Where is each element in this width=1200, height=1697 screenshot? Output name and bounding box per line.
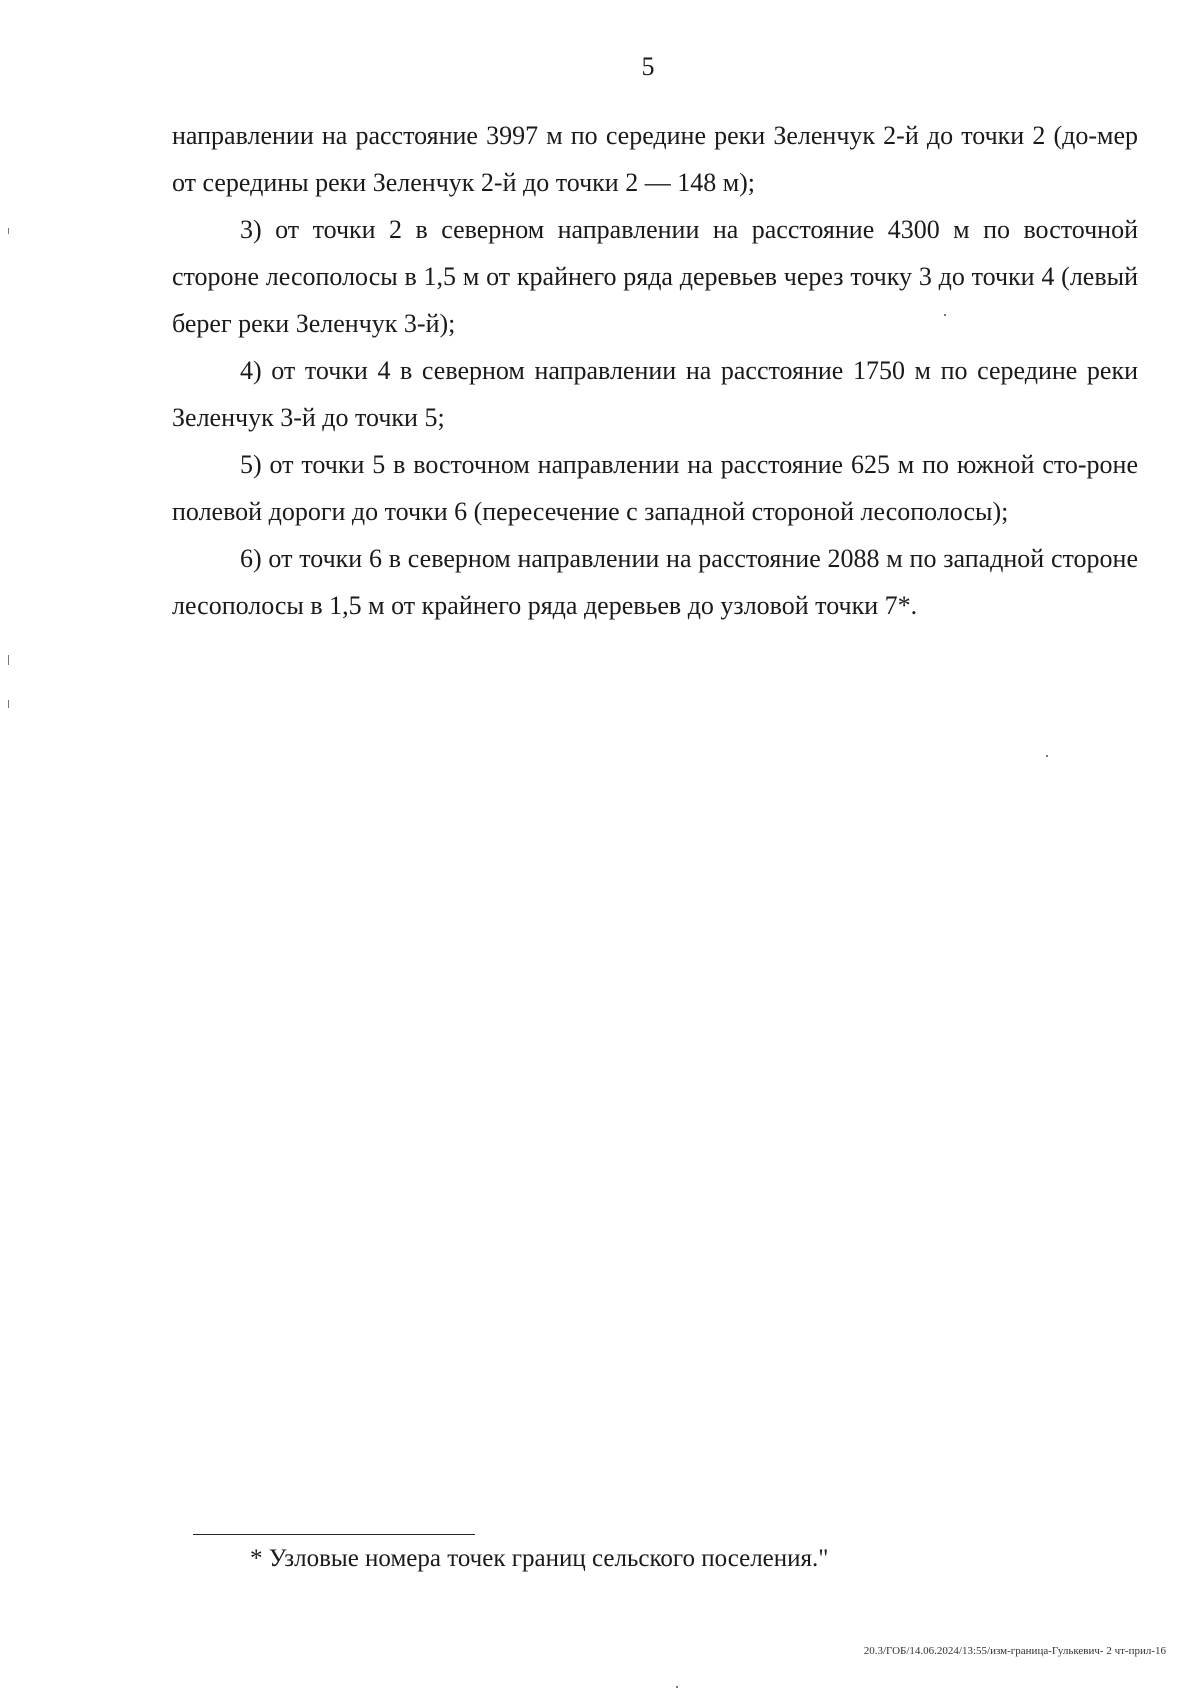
document-stamp: 20.3/ГОБ/14.06.2024/13:55/изм-граница-Гулькевич- 2 чт-прил-16	[863, 1645, 1166, 1657]
document-body	[172, 112, 1138, 629]
scan-speck	[8, 700, 9, 708]
scan-speck	[8, 228, 9, 234]
footnote: * Узловые номера точек границ сельского поселения."	[250, 1545, 829, 1572]
page-number: 5	[641, 52, 655, 81]
scan-speck	[8, 655, 9, 665]
scan-speck	[676, 1686, 678, 1688]
footnote-separator	[193, 1534, 475, 1535]
scan-speck	[1046, 755, 1048, 757]
paragraph-item-6: 6) от точки 6 в северном направлении на расстояние 2088 м по западной стороне лесополосы в 1,5 м от крайнего ряда деревьев до узловой точки 7*.	[172, 544, 1138, 620]
scan-speck	[944, 314, 946, 316]
paragraph-item-3: 3) от точки 2 в северном направлении на расстояние 4300 м по восточной стороне лесополосы в 1,5 м от крайнего ряда деревьев через точку 3 до точки 4 (левый берег реки Зеленчук 3-й);	[172, 215, 1138, 338]
paragraph-continuation: направлении на расстояние 3997 м по середине реки Зеленчук 2-й до точки 2 (до-мер от середины реки Зеленчук 2-й до точки 2 — 148 м);	[172, 121, 1138, 197]
paragraph-item-5: 5) от точки 5 в восточном направлении на расстояние 625 м по южной сто-роне полевой дороги до точки 6 (пересечение с западной стороной лесополосы);	[172, 450, 1138, 526]
paragraph-item-4: 4) от точки 4 в северном направлении на расстояние 1750 м по середине реки Зеленчук 3-й до точки 5;	[172, 356, 1138, 432]
